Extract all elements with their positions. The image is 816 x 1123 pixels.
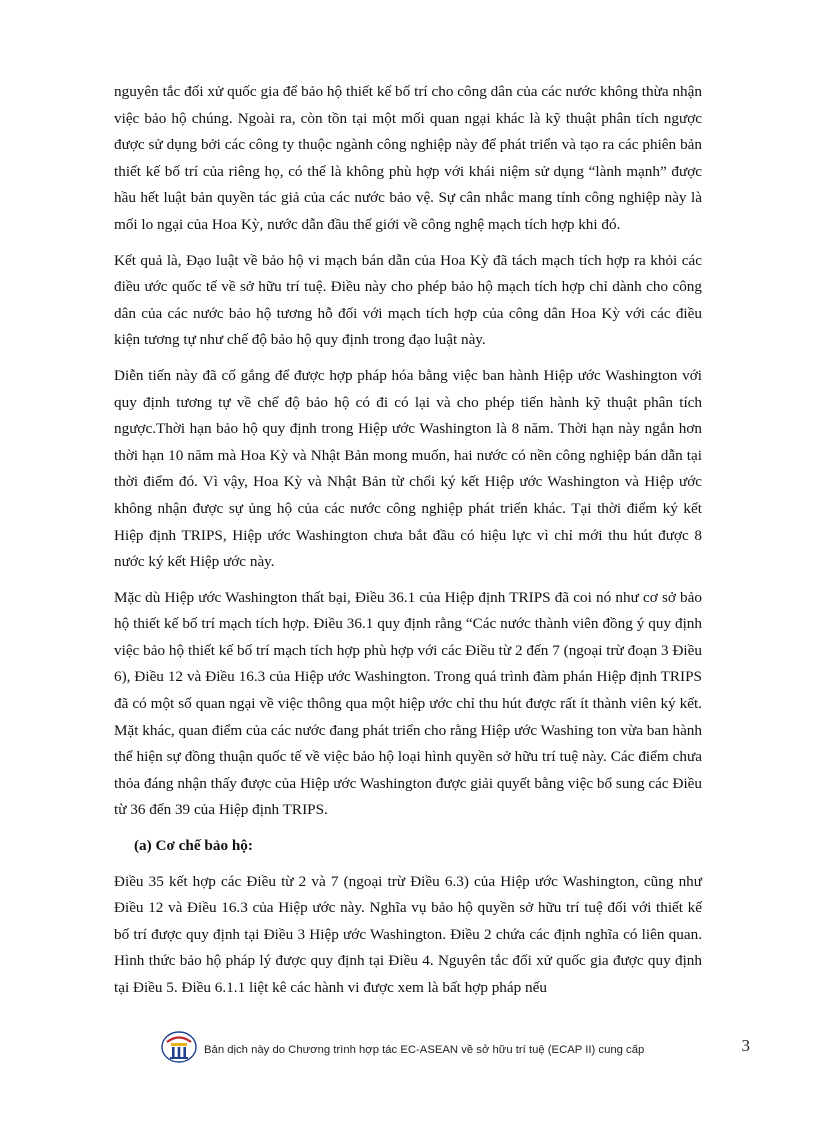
page-footer	[160, 1030, 750, 1070]
document-body	[114, 79, 702, 1011]
paragraph-5: Điều 35 kết hợp các Điều từ 2 và 7 (ngoại trừ Điều 6.3) của Hiệp ước Washington, cũng như Điều 12 và Điều 16.3 của Hiệp ước này. Nghĩa vụ bảo hộ quyền sở hữu trí tuệ đối với thiết kế bố trí được quy định tại Điều 3 Hiệp ước Washington. Điều 2 chứa các định nghĩa có liên quan. Hình thức bảo hộ pháp lý được quy định tại Điều 4. Nguyên tắc đối xử quốc gia được quy định tại Điều 5. Điều 6.1.1 liệt kê các hành vi được xem là bất hợp pháp nếu	[114, 872, 702, 996]
footer-credit-text: Bản dịch này do Chương trình hợp tác EC-ASEAN về sở hữu trí tuệ (ECAP II) cung cấp	[204, 1044, 645, 1056]
paragraph-1: nguyên tắc đối xử quốc gia để bảo hộ thiết kế bố trí cho công dân của các nước không thừa nhận việc bảo hộ chúng. Ngoài ra, còn tồn tại một mối quan ngại khác là kỹ thuật phân tích ngược được sử dụng bởi các công ty thuộc ngành công nghiệp này để phát triển và tạo ra các phiên bản thiết kế bố trí của riêng họ, có thể là không phù hợp với khái niệm sử dụng “lành mạnh” được hầu hết luật bản quyền tác giả của các nước bảo vệ. Sự cân nhắc mang tính công nghiệp này là mối lo ngại của Hoa Kỳ, nước dẫn đầu thế giới về công nghệ mạch tích hợp khi đó.	[114, 83, 702, 233]
ecap-logo-icon	[160, 1030, 198, 1064]
paragraph-3: Diễn tiến này đã cố gắng để được hợp pháp hóa bằng việc ban hành Hiệp ước Washington với quy định tương tự về chế độ bảo hộ có đi có lại và cho phép tiến hành kỹ thuật phân tích ngược.Thời hạn bảo hộ quy định trong Hiệp ước Washington là 8 năm. Thời hạn này ngắn hơn thời hạn 10 năm mà Hoa Kỳ và Nhật Bản mong muốn, hai nước có nền công nghiệp bán dẫn tại thời điểm đó. Vì vậy, Hoa Kỳ và Nhật Bản từ chối ký kết Hiệp ước Washington và Hiệp ước không nhận được sự ủng hộ của các nước công nghiệp phát triển khác. Tại thời điểm ký kết Hiệp định TRIPS, Hiệp ước Washington chưa bắt đầu có hiệu lực vì chỉ mới thu hút được 8 nước ký kết Hiệp ước này.	[114, 366, 702, 571]
paragraph-2: Kết quả là, Đạo luật về bảo hộ vi mạch bán dẫn của Hoa Kỳ đã tách mạch tích hợp ra khỏi các điều ước quốc tế về sở hữu trí tuệ. Điều này cho phép bảo hộ mạch tích hợp chỉ dành cho công dân của các nước bảo hộ tương hỗ đối với mạch tích hợp của công dân Hoa Kỳ với các điều kiện tương tự như chế độ bảo hộ quy định trong đạo luật này.	[114, 251, 702, 349]
page-number: 3	[741, 1036, 750, 1055]
paragraph-4: Mặc dù Hiệp ước Washington thất bại, Điều 36.1 của Hiệp định TRIPS đã coi nó như cơ sở bảo hộ thiết kế bố trí mạch tích hợp. Điều 36.1 quy định rằng “Các nước thành viên đồng ý quy định việc bảo hộ thiết kế bố trí mạch tích hợp phù hợp với các Điều từ 2 đến 7 (ngoại trừ đoạn 3 Điều 6), Điều 12 và Điều 16.3 của Hiệp ước Washington. Trong quá trình đàm phán Hiệp định TRIPS đã có một số quan ngại về việc thông qua một hiệp ước chỉ thu hút được rất ít thành viên ký kết. Mặt khác, quan điểm của các nước đang phát triển cho rằng Hiệp ước Washing ton vừa ban hành thể hiện sự đồng thuận quốc tế về việc bảo hộ loại hình quyền sở hữu trí tuệ này. Các điểm chưa thỏa đáng nhận thấy được của Hiệp ước Washington được giải quyết bằng việc bổ sung các Điều từ 36 đến 39 của Hiệp định TRIPS.	[114, 588, 702, 819]
section-heading: (a) Cơ chế bảo hộ:	[134, 837, 253, 855]
